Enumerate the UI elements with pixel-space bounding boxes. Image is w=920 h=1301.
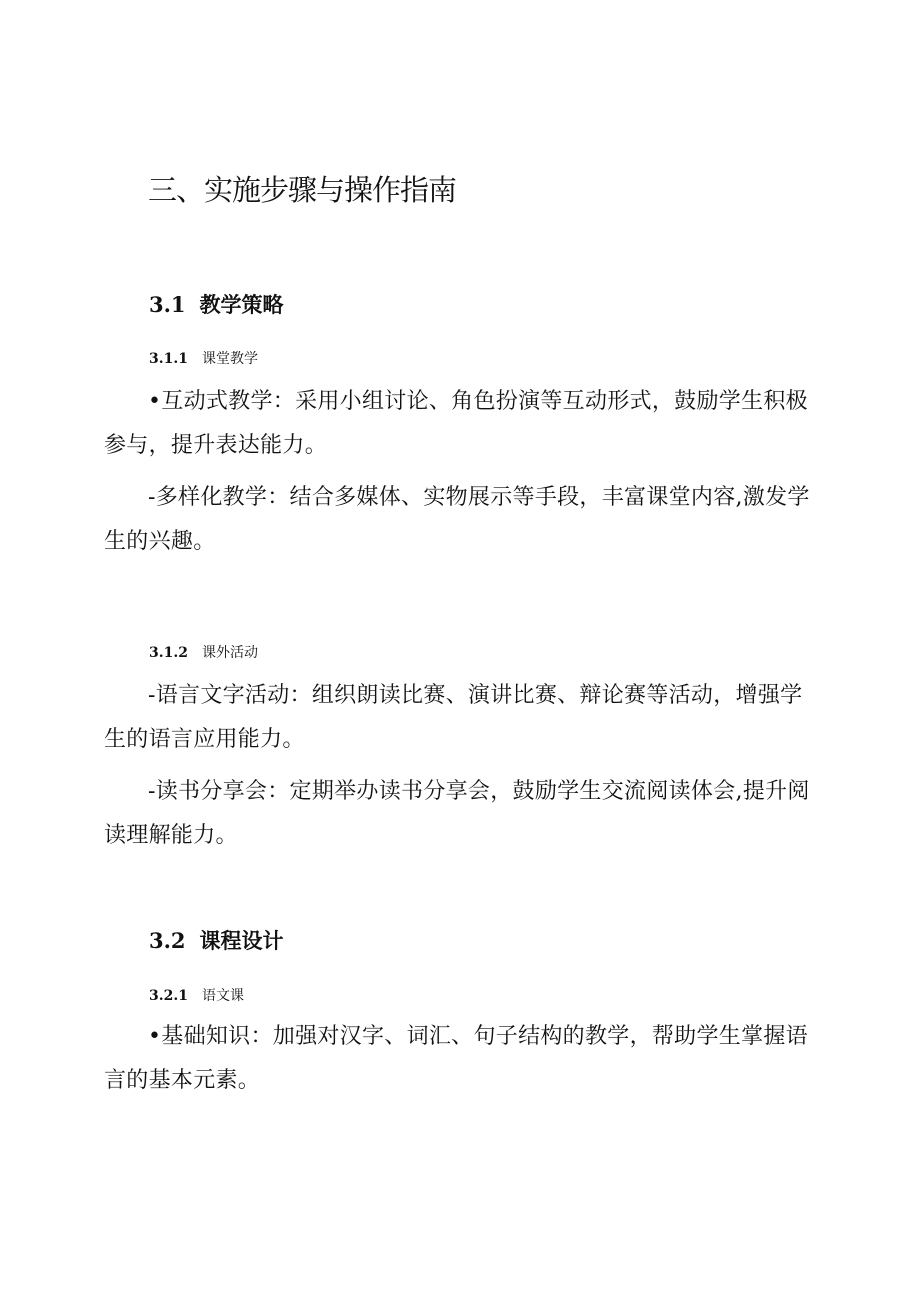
subsection-heading-3-1-1 (149, 348, 258, 368)
subsection-title: 课外活动 (201, 645, 258, 661)
subsection-heading-3-1-2 (149, 642, 258, 662)
section-number: 3.1 (149, 292, 186, 317)
section-heading-3-2 (149, 925, 284, 955)
section-title: 课程设计 (199, 929, 284, 953)
chapter-title: 三、实施步骤与操作指南 (148, 173, 457, 207)
subsection-title: 课堂教学 (201, 351, 258, 367)
section-title: 教学策略 (199, 293, 284, 317)
section-number: 3.2 (149, 928, 186, 953)
subsection-number: 3.2.1 (149, 988, 188, 1004)
subsection-heading-3-2-1 (149, 985, 244, 1005)
subsection-number: 3.1.2 (149, 645, 188, 661)
subsection-title: 语文课 (201, 988, 244, 1004)
paragraph-basic-knowledge: •基础知识：加强对汉字、词汇、句子结构的教学，帮助学生掌握语言的基本元素。 (104, 1024, 808, 1093)
paragraph-interactive-teaching: •互动式教学：采用小组讨论、角色扮演等互动形式，鼓励学生积极参与，提升表达能力。 (104, 389, 808, 458)
paragraph-language-activities: -语言文字活动：组织朗读比赛、演讲比赛、辩论赛等活动，增强学生的语言应用能力。 (104, 683, 803, 752)
section-heading-3-1 (149, 289, 284, 319)
paragraph-reading-sharing: -读书分享会：定期举办读书分享会，鼓励学生交流阅读体会,提升阅读理解能力。 (104, 779, 810, 848)
paragraph-diverse-teaching: -多样化教学：结合多媒体、实物展示等手段，丰富课堂内容,激发学生的兴趣。 (104, 485, 810, 554)
subsection-number: 3.1.1 (149, 351, 188, 367)
